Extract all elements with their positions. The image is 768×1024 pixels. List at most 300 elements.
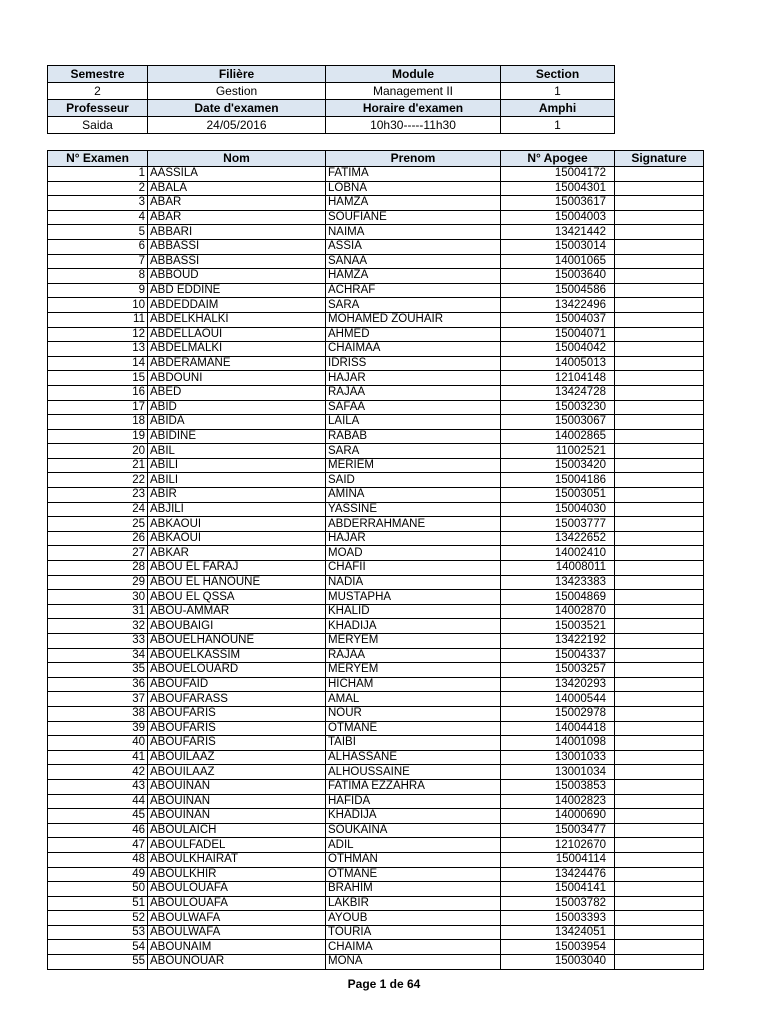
table-row [48, 809, 704, 824]
prenom-cell: HAMZA [326, 269, 501, 284]
section-header: Section [501, 66, 615, 83]
exam-number-cell: 27 [48, 546, 148, 561]
table-row [48, 896, 704, 911]
col-header-nom: Nom [148, 151, 326, 167]
nom-cell: ABOUINAN [148, 809, 326, 824]
exam-number-cell: 37 [48, 692, 148, 707]
exam-number-cell: 31 [48, 604, 148, 619]
exam-number-cell: 6 [48, 239, 148, 254]
student-list-header-row [48, 151, 704, 167]
signature-cell[interactable] [615, 604, 704, 619]
table-row [48, 955, 704, 970]
apogee-cell: 15003954 [501, 940, 615, 955]
prenom-cell: ALHASSANE [326, 750, 501, 765]
prenom-cell: TAIBI [326, 736, 501, 751]
table-row [48, 794, 704, 809]
table-row [48, 371, 704, 386]
table-row [48, 721, 704, 736]
table-row [48, 167, 704, 182]
apogee-cell: 13424728 [501, 385, 615, 400]
prenom-cell: AMAL [326, 692, 501, 707]
exam-number-cell: 26 [48, 531, 148, 546]
nom-cell: ABOULKHAIRAT [148, 852, 326, 867]
signature-cell[interactable] [615, 429, 704, 444]
prenom-cell: HAJAR [326, 371, 501, 386]
apogee-cell: 15003477 [501, 823, 615, 838]
exam-number-cell: 55 [48, 955, 148, 970]
exam-number-cell: 14 [48, 356, 148, 371]
apogee-cell: 15003230 [501, 400, 615, 415]
exam-number-cell: 48 [48, 852, 148, 867]
signature-cell[interactable] [615, 575, 704, 590]
exam-number-cell: 29 [48, 575, 148, 590]
table-row [48, 196, 704, 211]
prenom-cell: SOUFIANE [326, 210, 501, 225]
amphi-value: 1 [501, 117, 615, 134]
prenom-cell: ALHOUSSAINE [326, 765, 501, 780]
signature-cell[interactable] [615, 692, 704, 707]
prenom-cell: MONA [326, 955, 501, 970]
prenom-cell: MERIEM [326, 458, 501, 473]
signature-cell[interactable] [615, 838, 704, 853]
table-row [48, 531, 704, 546]
apogee-cell: 12104148 [501, 371, 615, 386]
prenom-cell: MERYEM [326, 634, 501, 649]
signature-cell[interactable] [615, 896, 704, 911]
exam-number-cell: 34 [48, 648, 148, 663]
table-row [48, 210, 704, 225]
apogee-cell: 15004301 [501, 181, 615, 196]
signature-cell[interactable] [615, 736, 704, 751]
exam-number-cell: 7 [48, 254, 148, 269]
exam-number-cell: 44 [48, 794, 148, 809]
prenom-cell: BRAHIM [326, 882, 501, 897]
signature-cell[interactable] [615, 210, 704, 225]
prenom-cell: CHAFII [326, 561, 501, 576]
apogee-cell: 15004141 [501, 882, 615, 897]
exam-number-cell: 10 [48, 298, 148, 313]
apogee-cell: 14005013 [501, 356, 615, 371]
apogee-cell: 15004071 [501, 327, 615, 342]
apogee-cell: 15003782 [501, 896, 615, 911]
prenom-cell: AYOUB [326, 911, 501, 926]
prenom-cell: SARA [326, 444, 501, 459]
prenom-cell: MOAD [326, 546, 501, 561]
table-row [48, 838, 704, 853]
signature-cell[interactable] [615, 531, 704, 546]
prenom-cell: SARA [326, 298, 501, 313]
signature-cell[interactable] [615, 677, 704, 692]
table-row [48, 852, 704, 867]
apogee-cell: 13421442 [501, 225, 615, 240]
nom-cell: ABDERAMANE [148, 356, 326, 371]
prenom-cell: NAIMA [326, 225, 501, 240]
filiere-value: Gestion [148, 83, 326, 100]
signature-cell[interactable] [615, 502, 704, 517]
nom-cell: ABKAOUI [148, 531, 326, 546]
info-value-row-1 [48, 83, 615, 100]
exam-number-cell: 28 [48, 561, 148, 576]
table-row [48, 648, 704, 663]
exam-number-cell: 15 [48, 371, 148, 386]
table-row [48, 706, 704, 721]
table-row [48, 488, 704, 503]
signature-cell[interactable] [615, 415, 704, 430]
signature-cell[interactable] [615, 619, 704, 634]
table-row [48, 254, 704, 269]
table-row [48, 750, 704, 765]
info-header-row-2 [48, 100, 615, 117]
nom-cell: ABDOUNI [148, 371, 326, 386]
signature-cell[interactable] [615, 181, 704, 196]
signature-cell[interactable] [615, 254, 704, 269]
exam-number-cell: 13 [48, 342, 148, 357]
prenom-cell: NOUR [326, 706, 501, 721]
signature-cell[interactable] [615, 867, 704, 882]
prenom-cell: KHADIJA [326, 619, 501, 634]
signature-cell[interactable] [615, 167, 704, 182]
nom-cell: ABAR [148, 196, 326, 211]
prenom-cell: FATIMA EZZAHRA [326, 779, 501, 794]
prenom-cell: ASSIA [326, 239, 501, 254]
exam-number-cell: 54 [48, 940, 148, 955]
signature-cell[interactable] [615, 911, 704, 926]
table-row [48, 561, 704, 576]
exam-number-cell: 52 [48, 911, 148, 926]
apogee-cell: 14004418 [501, 721, 615, 736]
exam-number-cell: 16 [48, 385, 148, 400]
table-row [48, 604, 704, 619]
signature-cell[interactable] [615, 794, 704, 809]
signature-cell[interactable] [615, 225, 704, 240]
nom-cell: ABIR [148, 488, 326, 503]
apogee-cell: 15003257 [501, 663, 615, 678]
date-examen-value: 24/05/2016 [148, 117, 326, 134]
nom-cell: ABOULKHIR [148, 867, 326, 882]
page-number: Page 1 de 64 [347, 977, 421, 991]
exam-number-cell: 3 [48, 196, 148, 211]
signature-cell[interactable] [615, 385, 704, 400]
signature-cell[interactable] [615, 546, 704, 561]
exam-number-cell: 40 [48, 736, 148, 751]
nom-cell: ABBARI [148, 225, 326, 240]
nom-cell: ABOUINAN [148, 779, 326, 794]
apogee-cell: 13424051 [501, 925, 615, 940]
apogee-cell: 14002865 [501, 429, 615, 444]
exam-number-cell: 17 [48, 400, 148, 415]
prenom-cell: LAILA [326, 415, 501, 430]
table-row [48, 502, 704, 517]
prenom-cell: MUSTAPHA [326, 590, 501, 605]
table-row [48, 400, 704, 415]
table-row [48, 765, 704, 780]
apogee-cell: 14001065 [501, 254, 615, 269]
nom-cell: ABILI [148, 473, 326, 488]
table-row [48, 429, 704, 444]
col-header-signature: Signature [615, 151, 704, 167]
prenom-cell: FATIMA [326, 167, 501, 182]
apogee-cell: 12102670 [501, 838, 615, 853]
exam-number-cell: 22 [48, 473, 148, 488]
apogee-cell: 13001034 [501, 765, 615, 780]
prenom-cell: RABAB [326, 429, 501, 444]
apogee-cell: 13422496 [501, 298, 615, 313]
professeur-value: Saida [48, 117, 148, 134]
table-row [48, 677, 704, 692]
signature-cell[interactable] [615, 706, 704, 721]
prenom-cell: MERYEM [326, 663, 501, 678]
apogee-cell: 14000544 [501, 692, 615, 707]
apogee-cell: 15003393 [501, 911, 615, 926]
exam-number-cell: 45 [48, 809, 148, 824]
apogee-cell: 15004003 [501, 210, 615, 225]
exam-number-cell: 1 [48, 167, 148, 182]
table-row [48, 940, 704, 955]
nom-cell: ABBASSI [148, 254, 326, 269]
exam-number-cell: 20 [48, 444, 148, 459]
col-header-num-examen: N° Examen [48, 151, 148, 167]
nom-cell: ABIDINE [148, 429, 326, 444]
apogee-cell: 14008011 [501, 561, 615, 576]
horaire-examen-value: 10h30-----11h30 [326, 117, 501, 134]
signature-cell[interactable] [615, 925, 704, 940]
signature-cell[interactable] [615, 955, 704, 970]
apogee-cell: 14002870 [501, 604, 615, 619]
signature-cell[interactable] [615, 444, 704, 459]
prenom-cell: LOBNA [326, 181, 501, 196]
signature-cell[interactable] [615, 473, 704, 488]
prenom-cell: CHAIMA [326, 940, 501, 955]
table-row [48, 590, 704, 605]
nom-cell: ABD EDDINE [148, 283, 326, 298]
amphi-header: Amphi [501, 100, 615, 117]
exam-number-cell: 12 [48, 327, 148, 342]
table-row [48, 911, 704, 926]
signature-cell[interactable] [615, 882, 704, 897]
signature-cell[interactable] [615, 852, 704, 867]
signature-cell[interactable] [615, 488, 704, 503]
exam-number-cell: 9 [48, 283, 148, 298]
exam-info-table [47, 65, 615, 134]
apogee-cell: 15004030 [501, 502, 615, 517]
prenom-cell: SANAA [326, 254, 501, 269]
table-row [48, 356, 704, 371]
signature-cell[interactable] [615, 269, 704, 284]
prenom-cell: HAJAR [326, 531, 501, 546]
nom-cell: ABOUFAID [148, 677, 326, 692]
exam-number-cell: 4 [48, 210, 148, 225]
prenom-cell: AHMED [326, 327, 501, 342]
exam-number-cell: 8 [48, 269, 148, 284]
table-row [48, 385, 704, 400]
nom-cell: ABOUELKASSIM [148, 648, 326, 663]
signature-cell[interactable] [615, 634, 704, 649]
table-row [48, 444, 704, 459]
apogee-cell: 13422652 [501, 531, 615, 546]
apogee-cell: 15003067 [501, 415, 615, 430]
signature-cell[interactable] [615, 312, 704, 327]
nom-cell: ABIL [148, 444, 326, 459]
signature-cell[interactable] [615, 283, 704, 298]
table-row [48, 663, 704, 678]
table-row [48, 692, 704, 707]
prenom-cell: OTMANE [326, 867, 501, 882]
exam-number-cell: 24 [48, 502, 148, 517]
exam-number-cell: 53 [48, 925, 148, 940]
nom-cell: ABOU EL FARAJ [148, 561, 326, 576]
exam-number-cell: 30 [48, 590, 148, 605]
signature-cell[interactable] [615, 517, 704, 532]
apogee-cell: 15003014 [501, 239, 615, 254]
prenom-cell: CHAIMAA [326, 342, 501, 357]
professeur-header: Professeur [48, 100, 148, 117]
nom-cell: AASSILA [148, 167, 326, 182]
signature-cell[interactable] [615, 823, 704, 838]
exam-number-cell: 41 [48, 750, 148, 765]
prenom-cell: RAJAA [326, 648, 501, 663]
student-list-table [47, 150, 704, 970]
exam-number-cell: 51 [48, 896, 148, 911]
nom-cell: ABBASSI [148, 239, 326, 254]
table-row [48, 779, 704, 794]
prenom-cell: SAID [326, 473, 501, 488]
semestre-value: 2 [48, 83, 148, 100]
exam-number-cell: 49 [48, 867, 148, 882]
signature-cell[interactable] [615, 765, 704, 780]
signature-cell[interactable] [615, 590, 704, 605]
exam-number-cell: 46 [48, 823, 148, 838]
nom-cell: ABALA [148, 181, 326, 196]
prenom-cell: OTHMAN [326, 852, 501, 867]
signature-cell[interactable] [615, 663, 704, 678]
table-row [48, 867, 704, 882]
exam-number-cell: 38 [48, 706, 148, 721]
table-row [48, 823, 704, 838]
nom-cell: ABDELMALKI [148, 342, 326, 357]
info-value-row-2 [48, 117, 615, 134]
exam-number-cell: 36 [48, 677, 148, 692]
exam-number-cell: 23 [48, 488, 148, 503]
signature-cell[interactable] [615, 371, 704, 386]
exam-number-cell: 19 [48, 429, 148, 444]
signature-cell[interactable] [615, 239, 704, 254]
signature-cell[interactable] [615, 809, 704, 824]
prenom-cell: ACHRAF [326, 283, 501, 298]
prenom-cell: SAFAA [326, 400, 501, 415]
signature-cell[interactable] [615, 648, 704, 663]
exam-number-cell: 43 [48, 779, 148, 794]
exam-number-cell: 35 [48, 663, 148, 678]
table-row [48, 882, 704, 897]
nom-cell: ABOUELHANOUNE [148, 634, 326, 649]
col-header-prenom: Prenom [326, 151, 501, 167]
table-row [48, 283, 704, 298]
nom-cell: ABOUNAIM [148, 940, 326, 955]
apogee-cell: 15003420 [501, 458, 615, 473]
signature-cell[interactable] [615, 196, 704, 211]
nom-cell: ABOULWAFA [148, 925, 326, 940]
table-row [48, 269, 704, 284]
section-value: 1 [501, 83, 615, 100]
exam-number-cell: 32 [48, 619, 148, 634]
table-row [48, 415, 704, 430]
apogee-cell: 15004037 [501, 312, 615, 327]
exam-number-cell: 50 [48, 882, 148, 897]
table-row [48, 225, 704, 240]
exam-number-cell: 33 [48, 634, 148, 649]
apogee-cell: 15004337 [501, 648, 615, 663]
prenom-cell: YASSINE [326, 502, 501, 517]
signature-cell[interactable] [615, 721, 704, 736]
nom-cell: ABOULFADEL [148, 838, 326, 853]
signature-cell[interactable] [615, 750, 704, 765]
signature-cell[interactable] [615, 327, 704, 342]
nom-cell: ABOUINAN [148, 794, 326, 809]
apogee-cell: 15003853 [501, 779, 615, 794]
nom-cell: ABED [148, 385, 326, 400]
exam-number-cell: 47 [48, 838, 148, 853]
signature-cell[interactable] [615, 298, 704, 313]
table-row [48, 619, 704, 634]
nom-cell: ABOUFARIS [148, 736, 326, 751]
signature-cell[interactable] [615, 561, 704, 576]
nom-cell: ABOUFARIS [148, 706, 326, 721]
signature-cell[interactable] [615, 779, 704, 794]
module-header: Module [326, 66, 501, 83]
signature-cell[interactable] [615, 400, 704, 415]
nom-cell: ABID [148, 400, 326, 415]
nom-cell: ABKAOUI [148, 517, 326, 532]
apogee-cell: 15003617 [501, 196, 615, 211]
prenom-cell: NADIA [326, 575, 501, 590]
apogee-cell: 13422192 [501, 634, 615, 649]
table-row [48, 298, 704, 313]
prenom-cell: HICHAM [326, 677, 501, 692]
apogee-cell: 15003040 [501, 955, 615, 970]
apogee-cell: 13423383 [501, 575, 615, 590]
apogee-cell: 13424476 [501, 867, 615, 882]
nom-cell: ABKAR [148, 546, 326, 561]
signature-cell[interactable] [615, 342, 704, 357]
student-list-body [48, 167, 704, 970]
prenom-cell: HAMZA [326, 196, 501, 211]
apogee-cell: 15004869 [501, 590, 615, 605]
apogee-cell: 11002521 [501, 444, 615, 459]
nom-cell: ABDELLAOUI [148, 327, 326, 342]
table-row [48, 458, 704, 473]
nom-cell: ABOUILAAZ [148, 750, 326, 765]
module-value: Management II [326, 83, 501, 100]
table-row [48, 312, 704, 327]
nom-cell: ABAR [148, 210, 326, 225]
nom-cell: ABOUFARIS [148, 721, 326, 736]
date-examen-header: Date d'examen [148, 100, 326, 117]
signature-cell[interactable] [615, 940, 704, 955]
exam-number-cell: 39 [48, 721, 148, 736]
signature-cell[interactable] [615, 458, 704, 473]
apogee-cell: 15004586 [501, 283, 615, 298]
nom-cell: ABOULAICH [148, 823, 326, 838]
signature-cell[interactable] [615, 356, 704, 371]
nom-cell: ABOU-AMMAR [148, 604, 326, 619]
apogee-cell: 15003051 [501, 488, 615, 503]
table-row [48, 342, 704, 357]
exam-number-cell: 11 [48, 312, 148, 327]
nom-cell: ABOUELOUARD [148, 663, 326, 678]
exam-number-cell: 18 [48, 415, 148, 430]
exam-number-cell: 25 [48, 517, 148, 532]
prenom-cell: IDRISS [326, 356, 501, 371]
